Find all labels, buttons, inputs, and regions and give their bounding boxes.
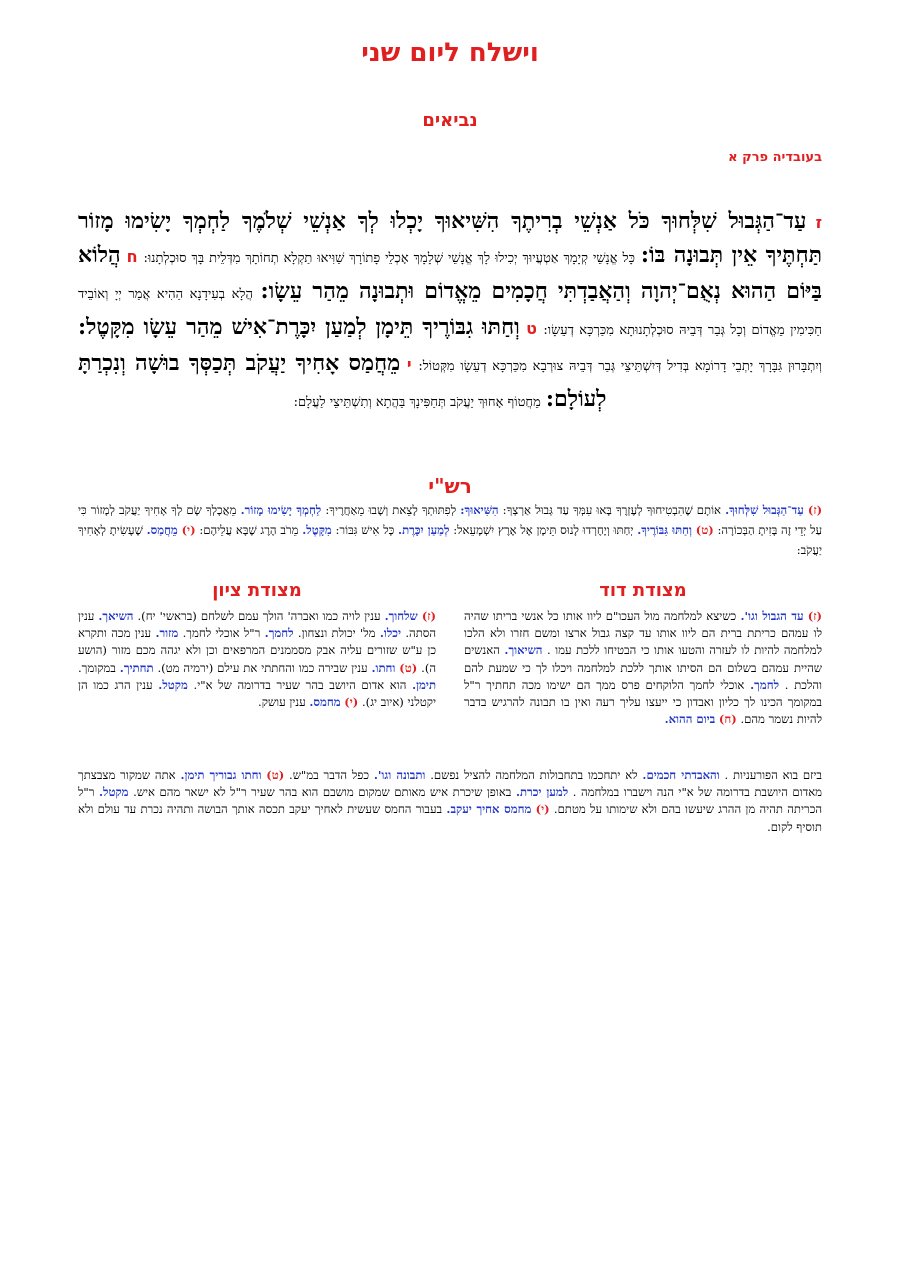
rashi-verse-number: (י) bbox=[181, 523, 196, 537]
md-heading-word: עד הגבול וגו'. bbox=[740, 609, 804, 623]
mt-heading-word: השיאך. bbox=[98, 609, 134, 623]
targum-text: מֵחֲטוֹף אָחוּךְ יַעֲקֹב תְּחַפִּינָךְ בַּהֲתָא וְתִשְׁתֵּיצֵי לַעֲלָם: bbox=[293, 395, 541, 410]
mt-heading-word: יכלו. bbox=[379, 626, 401, 641]
targum-text: וְיִתְבָּרוּן גִּבָּרָךְ יָתְבֵי דָרוֹמָא בְּדִיל דְּיִשְׁתֵּיצֵי גְּבַר דְּבֵיהּ צוּרְבָא מִכַּרְכָּא דְעֵשָׂו מִקְּטוֹל: bbox=[418, 359, 822, 374]
md-verse-number: (ט) bbox=[266, 768, 285, 782]
mt-heading-word: שלחוך. bbox=[384, 609, 418, 623]
metzudat-tzion-column bbox=[78, 580, 436, 711]
md-verse-number: (ח) bbox=[718, 712, 737, 727]
verse-number: ז bbox=[815, 213, 822, 232]
md-heading-word: לחמך. bbox=[750, 677, 780, 692]
targum-text: הֲלָא בְעִידָנָא הַהִיא אֲמַר יְיָ וְאוֹבֵיד חַכִּימִין מֵאֱדוֹם וְכָל גְּבַר דְּבֵיהּ סוּכְלְתָנוּתָא מִכַּרְכָּא דְעֵשָׂו: bbox=[78, 287, 822, 338]
mt-text: במקומך. bbox=[78, 660, 116, 675]
rashi-text: כָּל אִישׁ גִּבּוֹר: bbox=[335, 523, 395, 537]
rashi-commentary bbox=[78, 500, 822, 560]
md-heading-word: ביום ההוא. bbox=[664, 712, 716, 727]
page bbox=[78, 0, 822, 1272]
mt-heading-word: תימן. bbox=[412, 677, 437, 692]
mt-text: ענין הרג כמו הן יקטלני (איוב יג). bbox=[78, 677, 436, 710]
rashi-text: שֶׁעָשִׂיתָ לְאָחִיךָ יַעֲקֹב: bbox=[78, 523, 822, 557]
rashi-heading-word: לְמַעַן יִכָּרֶת. bbox=[398, 523, 450, 537]
verse-number: י bbox=[406, 355, 412, 374]
rashi-text: אוֹתָם שֶׁהִבְטִיחוּךָ לְעֶזְרֶךָ בָּאוּ עִמְּךָ עַד גְּבוּל אַרְצְךָ: bbox=[502, 503, 721, 517]
page-title: וישלח ליום שני bbox=[361, 38, 539, 68]
metzudat-david-heading: מצודת דוד bbox=[599, 580, 687, 601]
mt-heading-word: מזור. bbox=[155, 626, 179, 641]
mt-text: ענין לויה כמו ואברה' הולך עמם לשלחם (בראשי' יח). bbox=[137, 609, 381, 623]
md-text: אוכלי לחמך הלוקחים פרס ממך הם ישימו מכה תחתיך ר"ל במקומך הכינו לך כליון ואבדון כי ייעצו עליך רעה ואין בו תבונה להרגיש בדבר להיות נשמר מהם. bbox=[464, 677, 822, 727]
md-verse-number: (ז) bbox=[807, 609, 823, 623]
mt-text: ענין מכה ותקרא כן ע"ש שזורים עליה אבק מסממנים המרפאים וכן ולא יגהה מכם מזור (הושע ה). bbox=[78, 626, 437, 675]
metzudat-david-body bbox=[464, 608, 822, 728]
md-heading-word: והאבדתי חכמים. bbox=[642, 768, 720, 782]
md-text: אתה שמקור מצבצתך מאדום היושבת בדרומה של א"י הנה וישברו במלחמה . bbox=[78, 768, 823, 800]
mt-heading-word: תחתיך. bbox=[119, 660, 154, 675]
mt-heading-word: וחתו. bbox=[371, 660, 396, 675]
section-subtitle: נביאים bbox=[422, 110, 478, 131]
md-heading-word: השיאוך. bbox=[504, 643, 543, 658]
main-text bbox=[78, 205, 822, 419]
verse-text: מֵחֲמַס אָחִיךָ יַעֲקֹב תְּכַסְּךָ בוּשָׁה וְנִכְרַתָּ לְעוֹלָם: bbox=[78, 350, 607, 412]
rashi-heading-word: מֵחֲמַס. bbox=[146, 523, 178, 537]
md-verse-number: (י) bbox=[535, 802, 550, 817]
md-text: האנשים שהיית עמהם בשלום הם הסיתו אותך ללכת למלחמה ויכלו לך כי שמעת להם והלכת . bbox=[464, 643, 823, 692]
verse-text: עַד־הַגְּבוּל שִׁלְּחוּךָ כֹּל אַנְשֵׁי בְרִיתֶךָ הִשִּׁיאוּךָ יָכְלוּ לְךָ אַנְשֵׁי שְׁלֹמֶךָ לַחְמְךָ יָשִׂימוּ מָזוֹר תַּחְתֶּיךָ אֵין תְּבוּנָה בּוֹ: bbox=[78, 208, 823, 268]
metzudat-tzion-body bbox=[78, 608, 436, 711]
verse-text: וְחַתּוּ גִבּוֹרֶיךָ תֵּימָן לְמַעַן יִכָּרֶת־אִישׁ מֵהַר עֵשָׂו מִקָּטֶל: bbox=[78, 314, 520, 340]
md-heading-word: וחתו גבוריך תימן. bbox=[180, 768, 262, 782]
md-text: כפל הדבר במ"ש. bbox=[289, 768, 370, 782]
rashi-heading-word: הִשִּׁיאוּךָ: bbox=[460, 503, 499, 517]
md-heading-word: ותבונה וגו'. bbox=[373, 768, 426, 782]
rashi-heading-word: לַחְמְךָ יָשִׂימוּ מָזוֹר. bbox=[240, 503, 322, 517]
rashi-heading: רש"י bbox=[428, 474, 472, 498]
rashi-text: לְפִתּוּתְךָ לָצֵאת וְשָׁבוּ מֵאַחֲרֶיךָ: bbox=[325, 503, 457, 517]
targum-text: כָּל אֱנָשֵׁי קְיָמָךְ אַטְעֲיוּךְ יְכִילוּ לָךְ אֱנָשֵׁי שְׁלָמָךְ אָכְלֵי פָתוֹרָךְ שַׁוִּיאוּ תַקְלָא תְחוֹתָךְ מִדְּלֵית בָּךְ סוּכְלְתָנוּ: bbox=[143, 251, 635, 266]
metzudat-david-column bbox=[464, 580, 822, 728]
mt-verse-number: (י) bbox=[344, 695, 359, 710]
rashi-text: יְחַתּוּ וְיֶחֶרְדוּ לָנוּס תֵּימָן אֶל אֶרֶץ יִשְׁמָעֵאל: bbox=[453, 523, 634, 537]
md-heading-word: למען יכרת. bbox=[515, 785, 569, 800]
chapter-label: בעובדיה פרק א bbox=[728, 150, 822, 165]
md-text: ר"ל הכריתה תהיה מן ההרג שיעשו בהם ולא שימותו על מטתם. bbox=[78, 785, 823, 817]
verse-text: הֲלוֹא בַּיּוֹם הַהוּא נְאֻם־יְהוָה וְהַאֲבַדְתִּי חֲכָמִים מֵאֱדוֹם וּתְבוּנָה מֵהַר עֵשָׂו: bbox=[78, 242, 823, 304]
mt-text: ענין הסתה. bbox=[78, 609, 437, 641]
mt-text: מל' יכולת ונצחון. bbox=[297, 626, 376, 641]
rashi-text: מֵרֹב הֶרֶג שֶׁבָּא עֲלֵיהֶם: bbox=[199, 523, 299, 537]
rashi-heading-word: עַד־הַגְּבוּל שִׁלְּחוּךָ. bbox=[725, 503, 804, 517]
metzudat-david-continuation bbox=[78, 767, 822, 836]
rashi-heading-word: מִקָּטֶל. bbox=[302, 523, 332, 537]
mt-text: ענין עושק. bbox=[258, 695, 306, 710]
rashi-text: מֵאֲכָלְךָ שָׂם לְךָ אָחִיךָ יַעֲקֹב לְמָזוֹר כִּי עַל יְדֵי זֶה בָּזִיתָ הַבְּכוֹרָה: bbox=[78, 503, 823, 537]
md-text: ביזם בוא הפורעניות . bbox=[724, 768, 822, 782]
metzudat-tzion-heading: מצודת ציון bbox=[212, 580, 302, 601]
md-text: לא יתחכמו בתחבולות המלחמה להציל נפשם. bbox=[430, 768, 638, 782]
mt-text: ענין שבירה כמו והחתתי את עילם (ירמיה מט). bbox=[157, 660, 368, 675]
mt-heading-word: לחמך. bbox=[264, 626, 294, 641]
md-text: בעבור החמס שעשית לאחיך יעקב תכסה אותך הבושה ותהיה נכרת עד עולם ולא תוסיף לקום. bbox=[78, 802, 822, 834]
mt-verse-number: (ז) bbox=[421, 609, 437, 623]
mt-verse-number: (ט) bbox=[399, 660, 418, 675]
mt-heading-word: מחמס. bbox=[309, 695, 341, 710]
md-text: כשיצא למלחמה מול העכו"ם ליוו אותו כל אנשי בריתו שהיה לו עמהם כריתת ברית הם ליוו אותו עד קצה גבול ארצו ומשם חזרו ולא הלכו למלחמה להיות לו לעזרה והטעו אותו כי הבטיחו ללכת עמו . bbox=[464, 609, 822, 658]
rashi-heading-word: וְחַתּוּ גִּבּוֹרֶיךָ. bbox=[637, 523, 692, 537]
verse-number: ט bbox=[526, 319, 537, 338]
md-text: באופן שיכרת איש מאותם שמקום מושבם הוא בהר שעיר ר"ל לא ישאר מהם איש. bbox=[133, 785, 512, 800]
mt-text: הוא אדום היושב בהר שעיר בדרומה של א"י. bbox=[193, 677, 407, 692]
rashi-verse-number: (ז) bbox=[807, 503, 823, 517]
md-heading-word: מחמס אחיך יעקב. bbox=[446, 802, 532, 817]
mt-text: ר"ל אוכלי לחמך. bbox=[182, 626, 261, 641]
rashi-verse-number: (ט) bbox=[695, 523, 714, 537]
md-heading-word: מקטל. bbox=[99, 785, 129, 800]
mt-heading-word: מקטל. bbox=[158, 677, 188, 692]
verse-number: ח bbox=[126, 247, 138, 266]
